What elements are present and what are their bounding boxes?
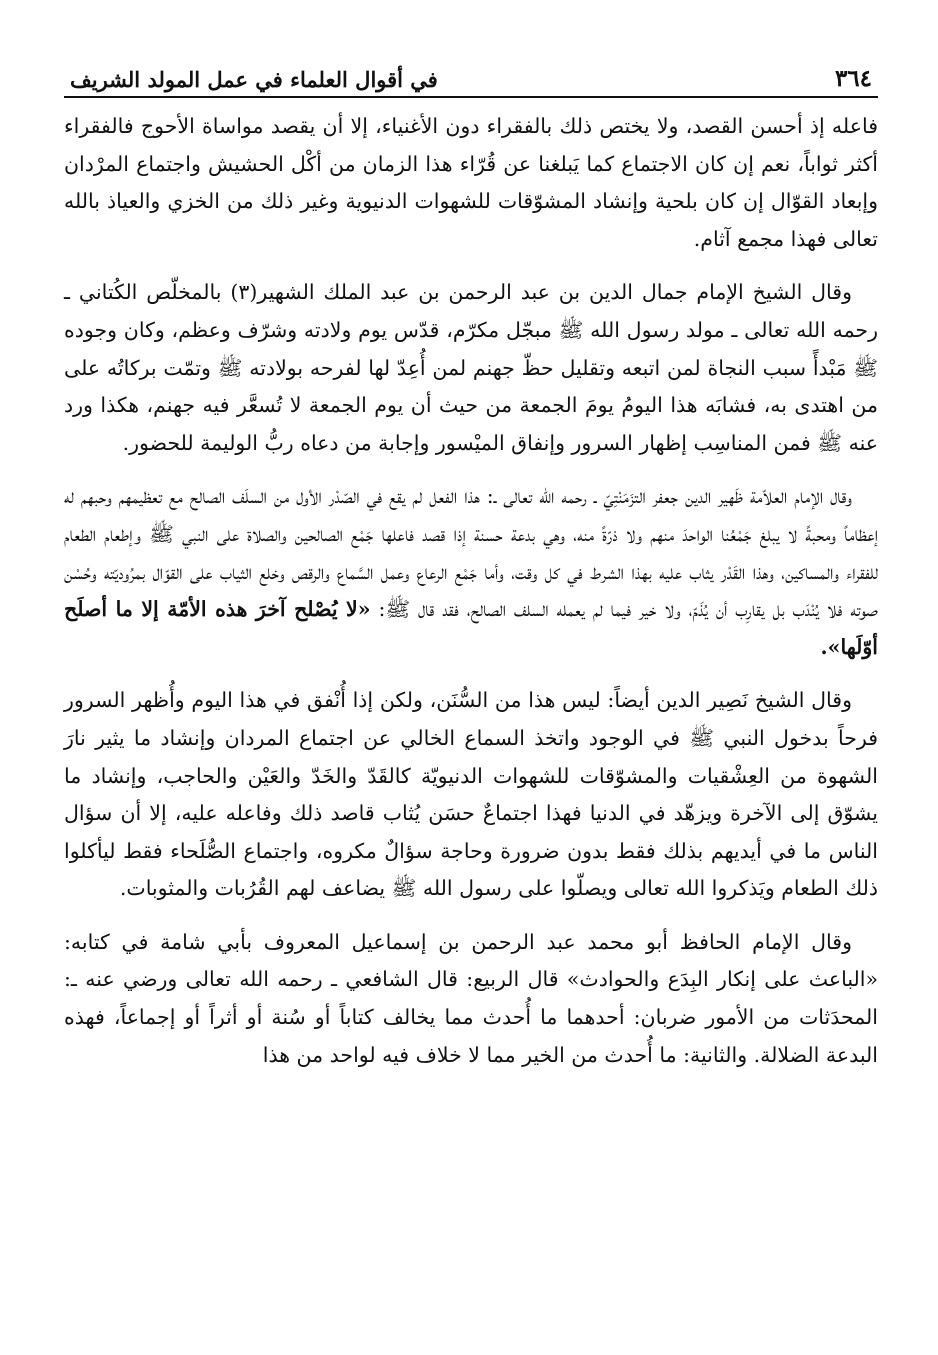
hadith-quote: «لا يُصْلح آخرَ هذه الأمّة إلا ما أصلَح أوّلَها». bbox=[64, 597, 878, 659]
page-number: ٣٦٤ bbox=[834, 65, 872, 92]
paragraph-tizmanti bbox=[64, 478, 878, 666]
page-header bbox=[64, 58, 878, 98]
paragraph-text: وقال الإمام العلاّمة ظَهير الدين جعفر التزَمَنْتِيّ ـ رحمه الله تعالى ـ: هذا الفعل لم يقع في الصّدْر الأول من السلَف الصالح مع تعظيمهم وحبهم له إعظاماً ومحبةً لا يبلغ جَمْعُنا الواحدَ منهم ولا ذرّةً منه، وهي بدعة حسنة إذا قصد فاعلها جَمْع الصالحين والصلاة على النبي ﷺ وإطعام الطعام للفقراء والمساكين، وهذا القَدْر يثاب عليه بهذا الشرط في كل وقت، وأما جَمْع الرعاع وعمل السَّماع والرقص وخلع الثياب على القوّال بمرُوديّته وحُسْن صوته فلا يُنْدَب بل يقارِب أن يُذَمّ، ولا خير فيما لم يعمله السلف الصالح، فقد قال ﷺ: bbox=[64, 484, 878, 622]
paragraph-text: وقال الشيخ نَصِير الدين أيضاً: ليس هذا من السُّنَن، ولكن إذا أُنْفق في هذا اليوم وأُظهر السرور فرحاً بدخول النبي ﷺ في الوجود واتخذ السماع الخالي عن اجتماع المردان وإنشاد ما يثير نارَ الشهوة من العِشْقيات والمشوّقات للشهوات الدنيويّة كالقَدّ والخَدّ والعَيْن والحاجب، وإنشاد ما يشوّق إلى الآخرة ويزهّد في الدنيا فهذا اجتماعٌ حسَن يُثاب قاصد ذلك وفاعله عليه، إلا أن سؤال الناس ما في أيديهم بذلك فقط بدون ضرورة وحاجة سؤالٌ مكروه، واجتماع الصُّلَحاء فقط ليأكلوا ذلك الطعام ويَذكروا الله تعالى ويصلّوا على رسول الله ﷺ يضاعف لهم القُرُبات والمثوبات. bbox=[64, 688, 878, 901]
paragraph-text: وقال الإمام الحافظ أبو محمد عبد الرحمن بن إسماعيل المعروف بأبي شامة في كتابه: «الباعث على إنكار البِدَع والحوادث» قال الربيع: قال الشافعي ـ رحمه الله تعالى ورضي عنه ـ: المحدَثات من الأمور ضربان: أحدهما ما أُحدث مما يخالف كتاباً أو سُنة أو أثراً أو إجماعاً، فهذه البدعة الضلالة. والثانية: ما أُحدث من الخير مما لا خلاف فيه لواحد من هذا bbox=[64, 929, 878, 1067]
running-title: في أقوال العلماء في عمل المولد الشريف bbox=[70, 67, 438, 92]
paragraph-kattani bbox=[64, 274, 878, 462]
page-body bbox=[64, 108, 878, 1074]
paragraph-text: فاعله إذ أحسن القصد، ولا يختص ذلك بالفقراء دون الأغنياء، إلا أن يقصد مواساة الأحوج فالفقراء أكثر ثواباً، نعم إن كان الاجتماع كما يَبلغنا عن قُرّاء هذا الزمان من أكْل الحشيش واجتماع المرْدان وإبعاد القوّال إن كان بلحية وإنشاد المشوّقات للشهوات الدنيوية وغير ذلك من الخزي والعياذ بالله تعالى فهذا مجمع آثام. bbox=[64, 114, 878, 251]
paragraph-nasir-al-din bbox=[64, 682, 878, 908]
paragraph-continuation bbox=[64, 108, 878, 258]
paragraph-abu-shama bbox=[64, 924, 878, 1074]
paragraph-text: وقال الشيخ الإمام جمال الدين بن عبد الرحمن بن عبد الملك الشهير(٣) بالمخلّص الكُتاني ـ رحمه الله تعالى ـ مولد رسول الله ﷺ مبجّل مكرّم، قدّس يوم ولادته وشرّف وعظم، وكان وجوده ﷺ مَبْدأً سبب النجاة لمن اتبعه وتقليل حظّ جهنم لمن أُعِدّ لها لفرحه بولادته ﷺ وتمّت بركاتُه على من اهتدى به، فشابَه هذا اليومُ يومَ الجمعة من حيث أن يوم الجمعة لا تُسعَّر فيه جهنم، هكذا ورد عنه ﷺ فمن المناسِب إظهار السرور وإنفاق الميْسور وإجابة من دعاه ربُّ الوليمة للحضور. bbox=[64, 280, 878, 455]
